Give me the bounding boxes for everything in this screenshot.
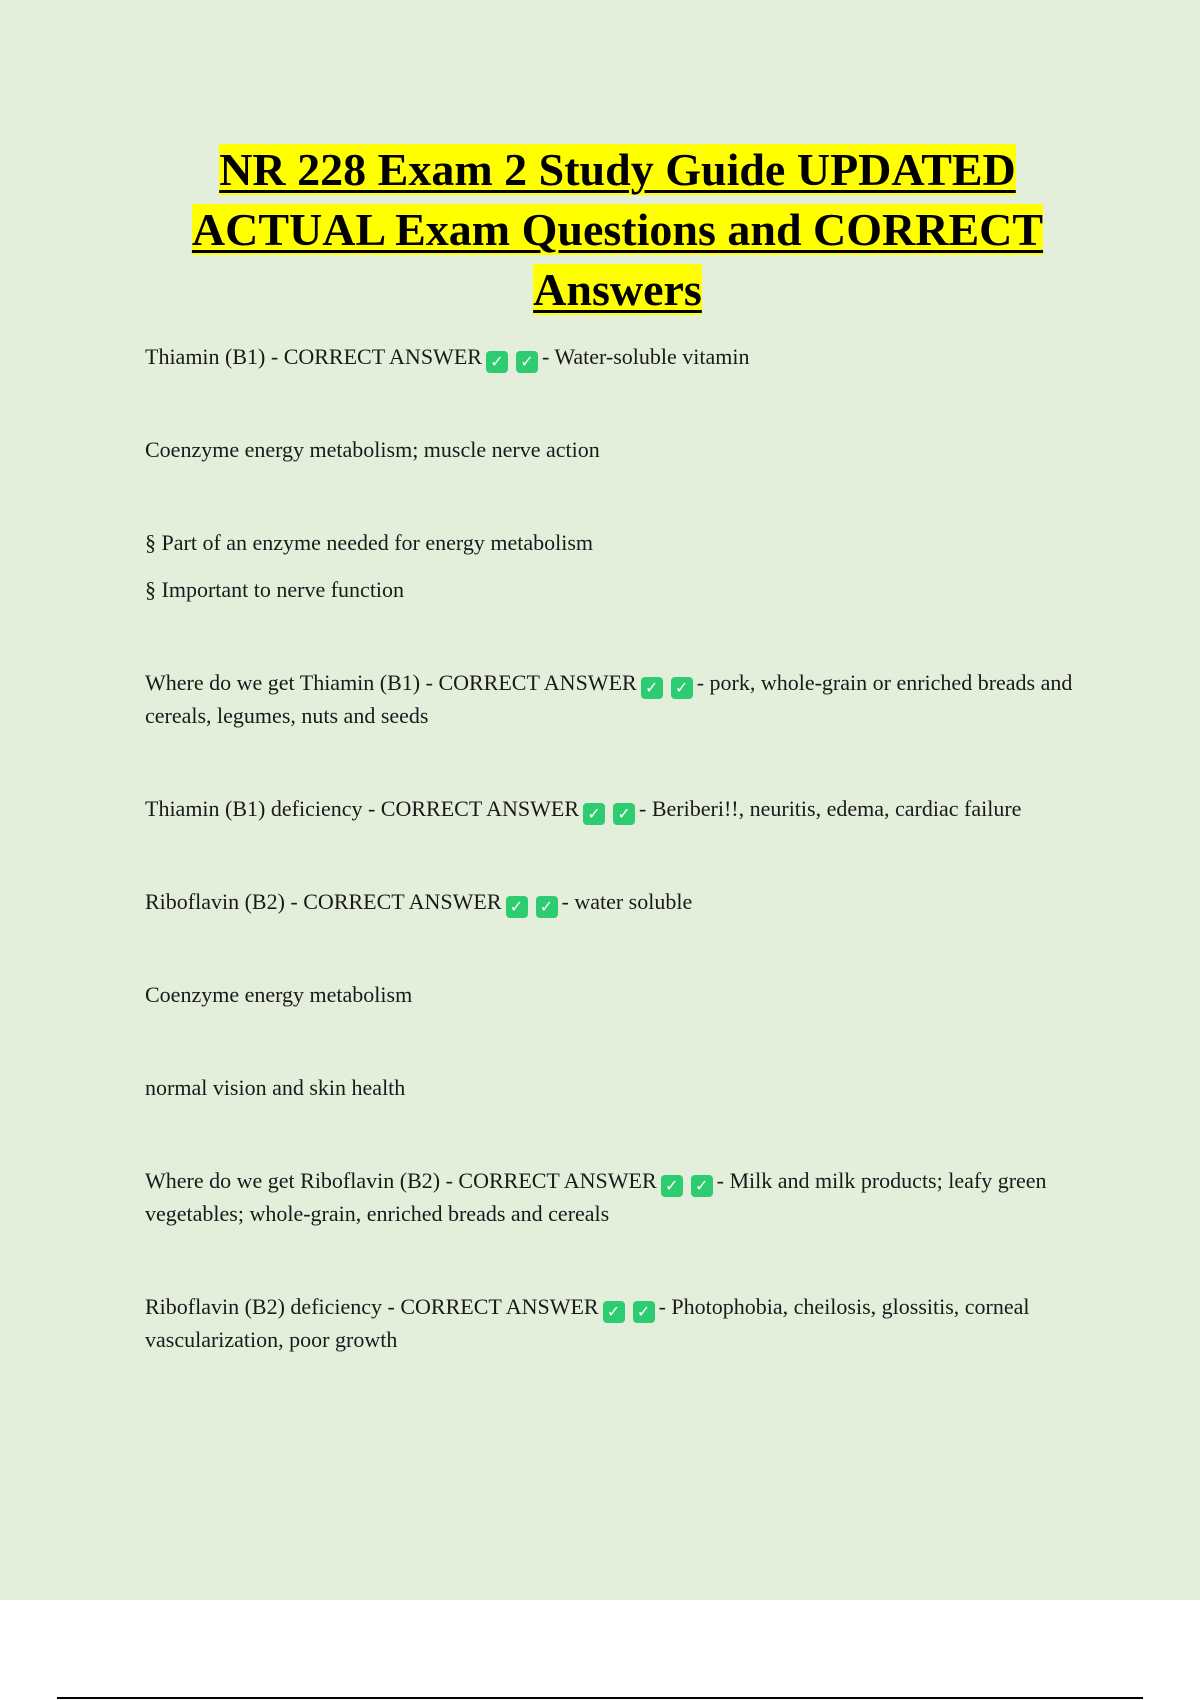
question-text: Riboflavin (B2) - CORRECT ANSWER (145, 889, 502, 914)
bullet-line: § Part of an enzyme needed for energy metabolism (145, 530, 593, 555)
note-line: Coenzyme energy metabolism (145, 982, 413, 1007)
qa-entry (145, 666, 1090, 732)
checkmark-icon: ✓ (671, 677, 693, 699)
qa-entry (145, 1290, 1090, 1356)
question-text: Thiamin (B1) - CORRECT ANSWER (145, 344, 482, 369)
checkmark-icon: ✓ (641, 677, 663, 699)
footer-rule (57, 1697, 1143, 1699)
question-text: Thiamin (B1) deficiency - CORRECT ANSWER (145, 796, 580, 821)
note-line: normal vision and skin health (145, 1075, 406, 1100)
answer-text: - water soluble (561, 889, 693, 914)
checkmark-icon: ✓ (486, 351, 508, 373)
checkmark-icon: ✓ (583, 803, 605, 825)
note-line: Coenzyme energy metabolism; muscle nerve action (145, 437, 600, 462)
qa-entry (145, 792, 1090, 825)
checkmark-icon: ✓ (516, 351, 538, 373)
checkmark-icon: ✓ (506, 896, 528, 918)
checkmark-icon: ✓ (661, 1175, 683, 1197)
document-body (145, 340, 1090, 1416)
document-title (130, 140, 1105, 320)
checkmark-icon: ✓ (603, 1301, 625, 1323)
checkmark-icon: ✓ (536, 896, 558, 918)
qa-entry (145, 885, 1090, 918)
answer-text: - Photophobia, cheilosis, glossitis, corneal vascularization, poor growth (145, 1294, 1030, 1352)
checkmark-icon: ✓ (691, 1175, 713, 1197)
answer-text: - Milk and milk products; leafy green vegetables; whole-grain, enriched breads and cereals (145, 1168, 1047, 1226)
checkmark-icon: ✓ (613, 803, 635, 825)
answer-text: - Beriberi!!, neuritis, edema, cardiac failure (639, 796, 1022, 821)
answer-text: - pork, whole-grain or enriched breads and cereals, legumes, nuts and seeds (145, 670, 1073, 728)
answer-text: - Water-soluble vitamin (541, 344, 750, 369)
question-text: Riboflavin (B2) deficiency - CORRECT ANSWER (145, 1294, 599, 1319)
title-text: NR 228 Exam 2 Study Guide UPDATED ACTUAL Exam Questions and CORRECT Answers (191, 144, 1044, 315)
qa-entry (145, 340, 1090, 373)
bullet-line: § Important to nerve function (145, 577, 405, 602)
question-text: Where do we get Thiamin (B1) - CORRECT ANSWER (145, 670, 637, 695)
question-text: Where do we get Riboflavin (B2) - CORRECT ANSWER (145, 1168, 657, 1193)
checkmark-icon: ✓ (633, 1301, 655, 1323)
qa-entry (145, 1164, 1090, 1230)
